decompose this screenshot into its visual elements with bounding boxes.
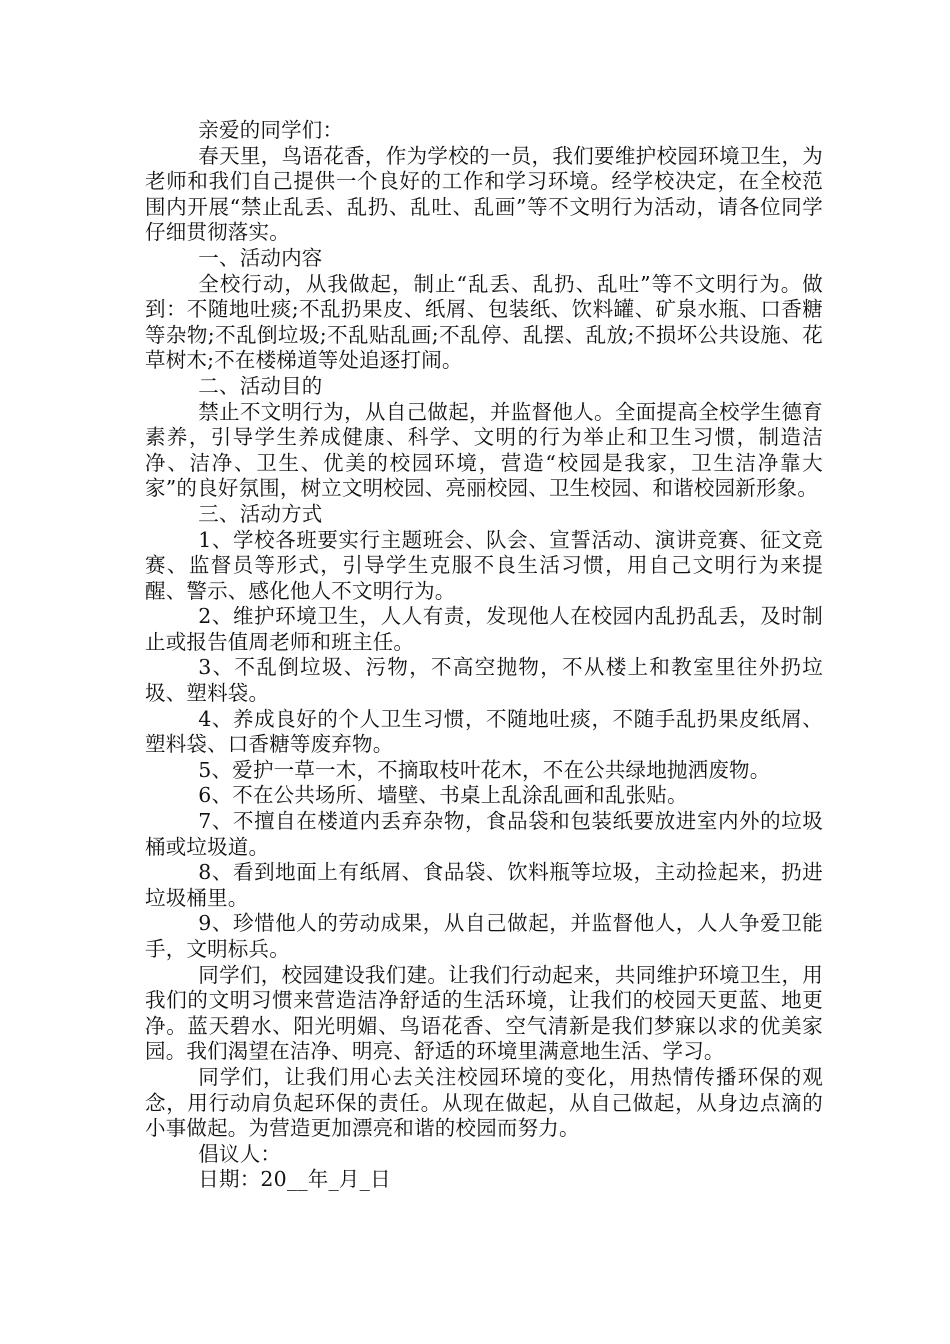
- closing-paragraph-2: 同学们，让我们用心去关注校园环境的变化，用热情传播环保的观念，用行动肩负起环保的责任。从现在做起，从自己做起，从身边点滴的小事做起。为营造更加漂亮和谐的校园而努力。: [145, 1064, 823, 1141]
- list-item: 4、养成良好的个人卫生习惯，不随地吐痰，不随手乱扔果皮纸屑、塑料袋、口香糖等废弃物。: [145, 706, 823, 757]
- section-body-content: 全校行动，从我做起，制止“乱丢、乱扔、乱吐”等不文明行为。做到：不随地吐痰;不乱扔果皮、纸屑、包装纸、饮料罐、矿泉水瓶、口香糖等杂物;不乱倒垃圾;不乱贴乱画;不乱停、乱摆、乱放;不损坏公共设施、花草树木;不在楼梯道等处追逐打闹。: [145, 271, 823, 373]
- section-title-method: 三、活动方式: [198, 501, 323, 526]
- document-page: [145, 118, 823, 1193]
- intro-paragraph: 春天里，鸟语花香，作为学校的一员，我们要维护校园环境卫生，为老师和我们自己提供一个良好的工作和学习环境。经学校决定，在全校范围内开展“禁止乱丢、乱扔、乱吐、乱画”等不文明行为活动，请各位同学仔细贯彻落实。: [145, 143, 823, 245]
- section-body-purpose: 禁止不文明行为，从自己做起，并监督他人。全面提高全校学生德育素养，引导学生养成健康、科学、文明的行为举止和卫生习惯，制造洁净、洁净、卫生、优美的校园环境，营造“校园是我家，卫生洁净靠大家”的良好氛围，树立文明校园、亮丽校园、卫生校园、和谐校园新形象。: [145, 399, 823, 501]
- greeting: 亲爱的同学们：: [198, 118, 344, 142]
- section-title-content: 一、活动内容: [198, 245, 323, 270]
- list-item: 3、不乱倒垃圾、污物，不高空抛物，不从楼上和教室里往外扔垃圾、塑料袋。: [145, 655, 823, 706]
- list-item: 6、不在公共场所、墙壁、书桌上乱涂乱画和乱张贴。: [198, 783, 688, 808]
- list-item: 7、不擅自在楼道内丢弃杂物，食品袋和包装纸要放进室内外的垃圾桶或垃圾道。: [145, 809, 823, 859]
- closing-paragraph-1: 同学们，校园建设我们建。让我们行动起来，共同维护环境卫生，用我们的文明习惯来营造洁净舒适的生活环境，让我们的校园天更蓝、地更净。蓝天碧水、阳光明媚、鸟语花香、空气清新是我们梦寐以求的优美家园。我们渴望在洁净、明亮、舒适的环境里满意地生活、学习。: [145, 962, 823, 1064]
- section-title-purpose: 二、活动目的: [198, 373, 323, 398]
- list-item: 5、爱护一草一木，不摘取枝叶花木，不在公共绿地抛洒废物。: [198, 757, 771, 782]
- list-item: 2、维护环境卫生，人人有责，发现他人在校园内乱扔乱丢，及时制止或报告值周老师和班主任。: [145, 604, 823, 654]
- proposer-line: 倡议人：: [198, 1141, 282, 1166]
- list-item: 9、珍惜他人的劳动成果，从自己做起，并监督他人，人人争爱卫能手，文明标兵。: [145, 911, 823, 961]
- date-line: [145, 1167, 823, 1193]
- list-item: 1、学校各班要实行主题班会、队会、宣誓活动、演讲竞赛、征文竞赛、监督员等形式，引导学生克服不良生活习惯，用自己文明行为来提醒、警示、感化他人不文明行为。: [145, 527, 823, 603]
- date-text: 日期：20__年_月_日: [198, 1167, 391, 1192]
- list-item: 8、看到地面上有纸屑、食品袋、饮料瓶等垃圾，主动捡起来，扔进垃圾桶里。: [145, 860, 823, 910]
